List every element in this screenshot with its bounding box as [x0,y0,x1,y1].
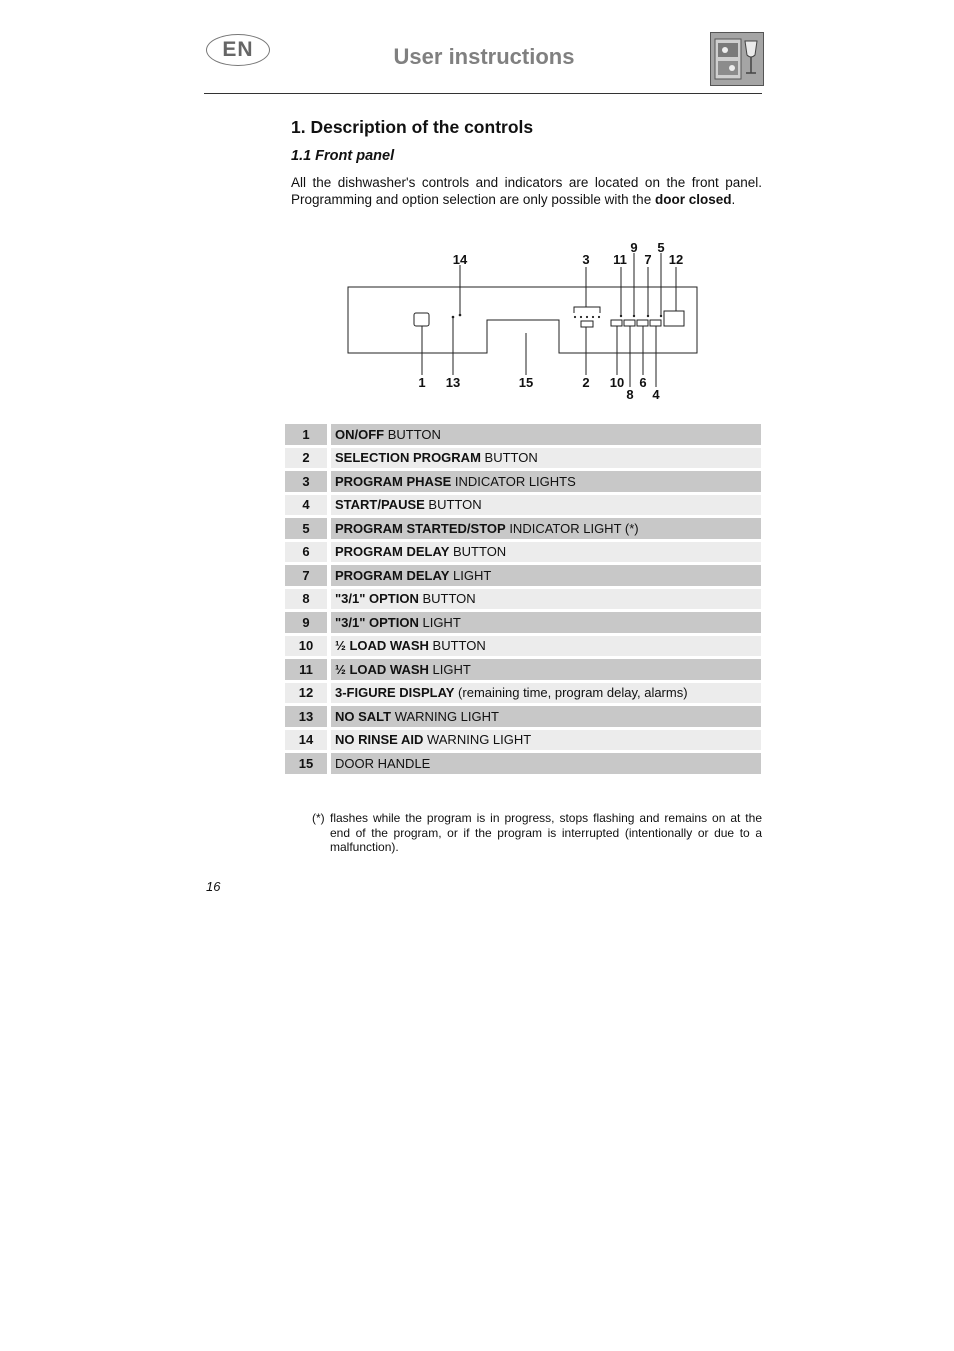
table-row [285,471,763,492]
control-type: INDICATOR LIGHT (*) [505,520,639,536]
control-name: 3-FIGURE DISPLAY [335,685,455,701]
option-button-10 [611,320,622,326]
control-number: 3 [285,471,327,492]
control-number: 12 [285,683,327,704]
control-name: "3/1" OPTION [335,614,419,630]
label-5: 5 [657,240,665,255]
control-type: BUTTON [424,497,482,513]
control-type: BUTTON [480,450,538,466]
header-title: User instructions [393,44,575,69]
front-panel-diagram [330,235,710,405]
control-type: INDICATOR LIGHTS [451,473,576,489]
footnote-mark: (*) [312,811,325,825]
control-type: WARNING LIGHT [423,732,532,748]
control-type: LIGHT [418,614,461,630]
control-type: LIGHT [428,661,471,677]
control-type: LIGHT [449,567,492,583]
control-name: ON/OFF [335,426,385,442]
table-row [285,683,763,704]
intro-paragraph [291,175,762,208]
control-name: PROGRAM STARTED/STOP [335,520,506,536]
control-description [331,471,763,492]
phase-bracket [574,307,600,313]
intro-bold: door closed [654,191,732,207]
control-type: BUTTON [384,426,441,442]
control-description [331,636,763,657]
control-type: BUTTON [428,638,486,654]
table-row [285,448,763,469]
intro-text: All the dishwasher's controls and indicators are located on the front panel. Programming and option selection are only possible with the [291,175,762,207]
label-1: 1 [418,375,426,390]
label-2: 2 [582,375,590,390]
control-name: PROGRAM DELAY [335,544,450,560]
control-description [331,589,763,610]
table-row [285,589,763,610]
table-row [285,730,763,751]
table-row [285,495,763,516]
control-number: 7 [285,565,327,586]
control-description [331,448,763,469]
intro-text-end: . [731,191,736,207]
control-type: DOOR HANDLE [335,755,431,771]
control-type: BUTTON [418,591,476,607]
table-row [285,659,763,680]
header-rule [204,93,762,94]
control-description [331,753,763,774]
control-description [331,542,763,563]
control-description [331,565,763,586]
control-description [331,424,763,445]
control-type: (remaining time, program delay, alarms) [454,685,688,701]
control-number: 5 [285,518,327,539]
control-number: 1 [285,424,327,445]
control-name: ½ LOAD WASH [335,661,429,677]
label-6: 6 [639,375,647,390]
on-off-button-shape [414,313,429,326]
table-row [285,753,763,774]
footnote [312,811,762,855]
control-name: "3/1" OPTION [335,591,419,607]
control-number: 13 [285,706,327,727]
control-description [331,730,763,751]
control-description [331,706,763,727]
control-name: NO SALT [335,708,392,724]
option-button-6 [637,320,648,326]
table-row [285,542,763,563]
table-row [285,612,763,633]
table-row [285,706,763,727]
footnote-text: flashes while the program is in progress, stops flashing and remains on at the end of the program, or if the program is interrupted (intentionally or due to a malfunction). [330,811,762,854]
control-description [331,495,763,516]
label-11: 11 [613,252,627,267]
label-15: 15 [518,375,534,390]
control-number: 6 [285,542,327,563]
dishwasher-glasses-icon [710,32,764,86]
page-header [204,30,764,94]
control-name: ½ LOAD WASH [335,638,429,654]
label-8: 8 [626,387,634,402]
control-name: START/PAUSE [335,497,425,513]
control-number: 11 [285,659,327,680]
display-shape [664,311,684,326]
label-14: 14 [452,252,468,267]
control-number: 8 [285,589,327,610]
section-title: 1. Description of the controls [291,117,534,137]
control-name: NO RINSE AID [335,732,424,748]
subsection-title: 1.1 Front panel [291,148,395,164]
option-button-8 [624,320,635,326]
control-type: WARNING LIGHT [391,708,499,724]
page-number: 16 [206,879,221,894]
control-number: 9 [285,612,327,633]
controls-table [285,421,763,777]
label-4: 4 [652,387,660,402]
control-description [331,683,763,704]
control-name: PROGRAM PHASE [335,473,452,489]
control-number: 15 [285,753,327,774]
option-button-4 [650,320,661,326]
control-number: 10 [285,636,327,657]
control-name: SELECTION PROGRAM [335,450,481,466]
label-10: 10 [609,375,625,390]
language-badge: EN [206,34,270,66]
control-description [331,612,763,633]
control-description [331,518,763,539]
table-row [285,518,763,539]
selection-button-shape [581,321,593,327]
control-number: 4 [285,495,327,516]
control-name: PROGRAM DELAY [335,567,450,583]
control-number: 14 [285,730,327,751]
label-3: 3 [582,252,590,267]
label-7: 7 [644,252,652,267]
table-row [285,636,763,657]
label-12: 12 [668,252,684,267]
control-type: BUTTON [449,544,507,560]
control-number: 2 [285,448,327,469]
label-13: 13 [445,375,461,390]
table-row [285,424,763,445]
table-row [285,565,763,586]
control-description [331,659,763,680]
label-9: 9 [630,240,638,255]
